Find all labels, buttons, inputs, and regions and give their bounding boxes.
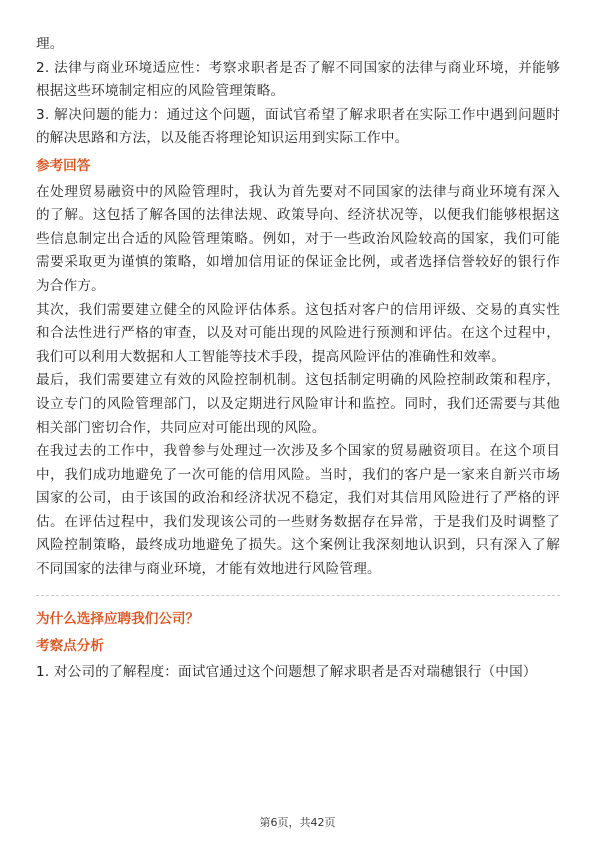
page-footer: 第6页，共42页	[259, 816, 336, 829]
paragraph-point-2: 2. 法律与商业环境适应性：考察求职者是否了解不同国家的法律与商业环境，并能够根据这些环境制定相应的风险管理策略。	[36, 59, 560, 100]
answer-paragraph-3: 最后，我们需要建立有效的风险控制机制。这包括制定明确的风险控制政策和程序，设立专门的风险管理部门，以及定期进行风险审计和监控。同时，我们还需要与其他相关部门密切合作，共同应对可能出现的风险。	[36, 372, 560, 436]
page-content	[36, 33, 560, 684]
paragraph-point-3: 3. 解决问题的能力：通过这个问题，面试官希望了解求职者在实际工作中遇到问题时的解决思路和方法，以及能否将理论知识运用到实际工作中。	[36, 106, 560, 147]
answer-paragraph-1: 在处理贸易融资中的风险管理时，我认为首先要对不同国家的法律与商业环境有深入的了解。这包括了解各国的法律法规、政策导向、经济状况等，以便我们能够根据这些信息制定出合适的风险管理策略。例如，对于一些政治风险较高的国家，我们可能需要采取更为谨慎的策略，如增加信用证的保证金比例，或者选择信誉较好的银行作为合作方。	[36, 183, 560, 294]
analysis-paragraph-1: 1. 对公司的了解程度：面试官通过这个问题想了解求职者是否对瑞穗银行（中国）	[36, 663, 537, 680]
answer-paragraph-4: 在我过去的工作中，我曾参与处理过一次涉及多个国家的贸易融资项目。在这个项目中，我们成功地避免了一次可能的信用风险。当时，我们的客户是一家来自新兴市场国家的公司，由于该国的政治和经济状况不稳定，我们对其信用风险进行了严格的评估。在评估过程中，我们发现该公司的一些财务数据存在异常，于是我们及时调整了风险控制策略，最终成功地避免了损失。这个案例让我深刻地认识到，只有深入了解不同国家的法律与商业环境，才能有效地进行风险管理。	[36, 443, 560, 578]
section-divider	[36, 595, 560, 596]
analysis-heading: 考察点分析	[36, 638, 104, 655]
question-title: 为什么选择应聘我们公司？	[36, 610, 200, 627]
answer-heading: 参考回答	[36, 157, 91, 174]
paragraph-continuation: 理。	[36, 36, 64, 52]
answer-paragraph-2: 其次，我们需要建立健全的风险评估体系。这包括对客户的信用评级、交易的真实性和合法性进行严格的审查，以及对可能出现的风险进行预测和评估。在这个过程中，我们可以利用大数据和人工智能等技术手段，提高风险评估的准确性和效率。	[36, 301, 560, 365]
